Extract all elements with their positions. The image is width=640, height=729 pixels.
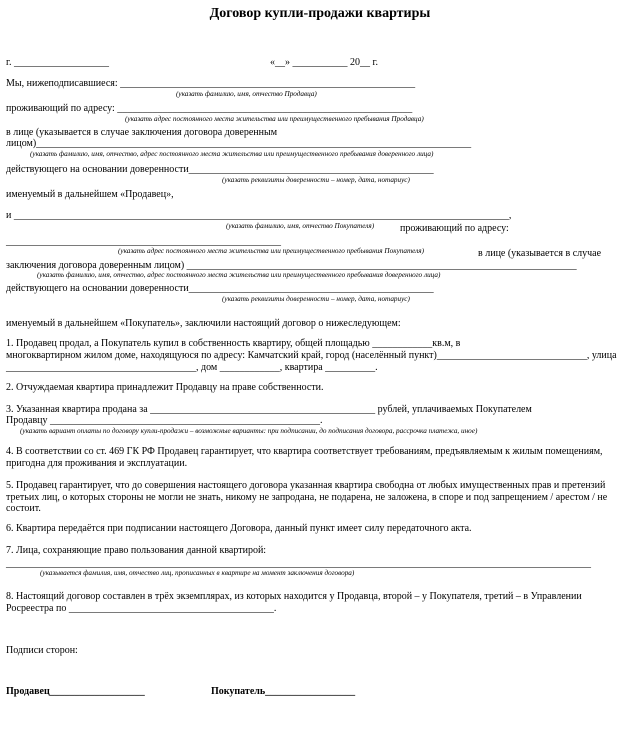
clause-7-blank-line: _____________________________________________________________________________________________________________________ xyxy=(6,558,591,569)
clause-8-line-2: Росреестра по _________________________________________. xyxy=(6,603,277,614)
clause-7: 7. Лица, сохраняющие право пользования данной квартирой: xyxy=(6,545,267,556)
hint-seller-representative: (указать фамилию, имя, отчество, адрес постоянного места жительства или преимущественного пребывания доверенного лица) xyxy=(30,150,434,158)
hint-buyer-name: (указать фамилию, имя, отчество Покупателя) xyxy=(226,222,375,230)
hint-residents: (указывается фамилия, имя, отчество лиц, прописанных в квартире на момент заключения договора) xyxy=(40,569,355,577)
seller-signature-line: Продавец___________________ xyxy=(6,686,145,697)
hint-buyer-proxy: (указать реквизиты доверенности – номер, дата, нотариус) xyxy=(222,295,410,303)
hint-payment-method: (указать вариант оплаты по договору купли-продажи – возможные варианты: при подписании, до подписания договора, рассрочка платежа, иное) xyxy=(20,427,478,435)
city-field: г. ___________________ xyxy=(6,57,109,68)
hint-buyer-address: (указать адрес постоянного места жительства или преимущественного пребывания Покупателя) xyxy=(118,247,425,255)
buyer-name-line: и ___________________________________________________________________________________________________, xyxy=(6,210,512,221)
clause-4-line-2: пригодна для проживания и эксплуатации. xyxy=(6,458,188,469)
buyer-address-label: проживающий по адресу: xyxy=(400,223,509,234)
clause-3-line-1: 3. Указанная квартира продана за _____________________________________________ рублей, уплачиваемых Покупателем xyxy=(6,404,532,415)
clause-1-line-3: ______________________________________, дом ____________, квартира __________. xyxy=(6,362,378,373)
clause-1-line-1: 1. Продавец продал, а Покупатель купил в собственность квартиру, общей площадью ____________кв.м, в xyxy=(6,338,461,349)
seller-proxy-line: действующего на основании доверенности_________________________________________________ xyxy=(6,164,434,175)
hint-seller-proxy: (указать реквизиты доверенности – номер, дата, нотариус) xyxy=(222,176,410,184)
seller-representative-line-2: лицом)_______________________________________________________________________________________ xyxy=(6,138,472,149)
clause-4-line-1: 4. В соответствии со ст. 469 ГК РФ Продавец гарантирует, что квартира соответствует требованиям, предъявляемым к жилым помещениям, xyxy=(6,446,603,457)
clause-8-line-1: 8. Настоящий договор составлен в трёх экземплярах, из которых находится у Продавца, второй – у Покупателя, третий – в Управлении xyxy=(6,591,582,602)
clause-6: 6. Квартира передаётся при подписании настоящего Договора, данный пункт имеет силу передаточного акта. xyxy=(6,523,472,534)
clause-5-line-3: состоит. xyxy=(6,503,41,514)
hint-buyer-representative: (указать фамилию, имя, отчество, адрес постоянного места жительства или преимущественного пребывания доверенного лица) xyxy=(37,271,441,279)
clause-5-line-1: 5. Продавец гарантирует, что до совершения настоящего договора указанная квартира свободна от любых имущественных прав и претензий xyxy=(6,480,606,491)
buyer-representative-line: заключения договора доверенным лицом) ______________________________________________________________________________ xyxy=(6,260,577,271)
buyer-signature-line: Покупатель__________________ xyxy=(211,686,356,697)
clause-1-line-2: многоквартирном жилом доме, находящуюся по адресу: Камчатский край, город (населённый пункт)______________________________, улица xyxy=(6,350,617,361)
date-field: «__» ___________ 20__ г. xyxy=(270,57,378,68)
buyer-address-line: _______________________________________________________ xyxy=(6,236,281,247)
buyer-designation: именуемый в дальнейшем «Покупатель», заключили настоящий договор о нижеследующем: xyxy=(6,318,401,329)
clause-3-line-2: Продавцу ______________________________________________________. xyxy=(6,415,323,426)
clause-5-line-2: третьих лиц, о которых стороны не могли не знать, никому не запродана, не подарена, не заложена, в споре и под запрещением / арестом / не xyxy=(6,492,608,503)
clause-2: 2. Отчуждаемая квартира принадлежит Продавцу на праве собственности. xyxy=(6,382,324,393)
parties-intro: Мы, нижеподписавшиеся: ___________________________________________________________ xyxy=(6,78,416,89)
seller-representative-line-1: в лице (указывается в случае заключения договора доверенным xyxy=(6,127,278,138)
seller-address-line: проживающий по адресу: ___________________________________________________________ xyxy=(6,103,413,114)
seller-designation: именуемый в дальнейшем «Продавец», xyxy=(6,189,174,200)
hint-seller-name: (указать фамилию, имя, отчество Продавца) xyxy=(176,90,317,98)
hint-seller-address: (указать адрес постоянного места жительства или преимущественного пребывания Продавца) xyxy=(125,115,424,123)
buyer-representative-label: в лице (указывается в случае xyxy=(478,248,602,259)
document-title: Договор купли-продажи квартиры xyxy=(209,6,431,21)
buyer-proxy-line: действующего на основании доверенности_________________________________________________ xyxy=(6,283,434,294)
signatures-heading: Подписи сторон: xyxy=(6,645,78,656)
